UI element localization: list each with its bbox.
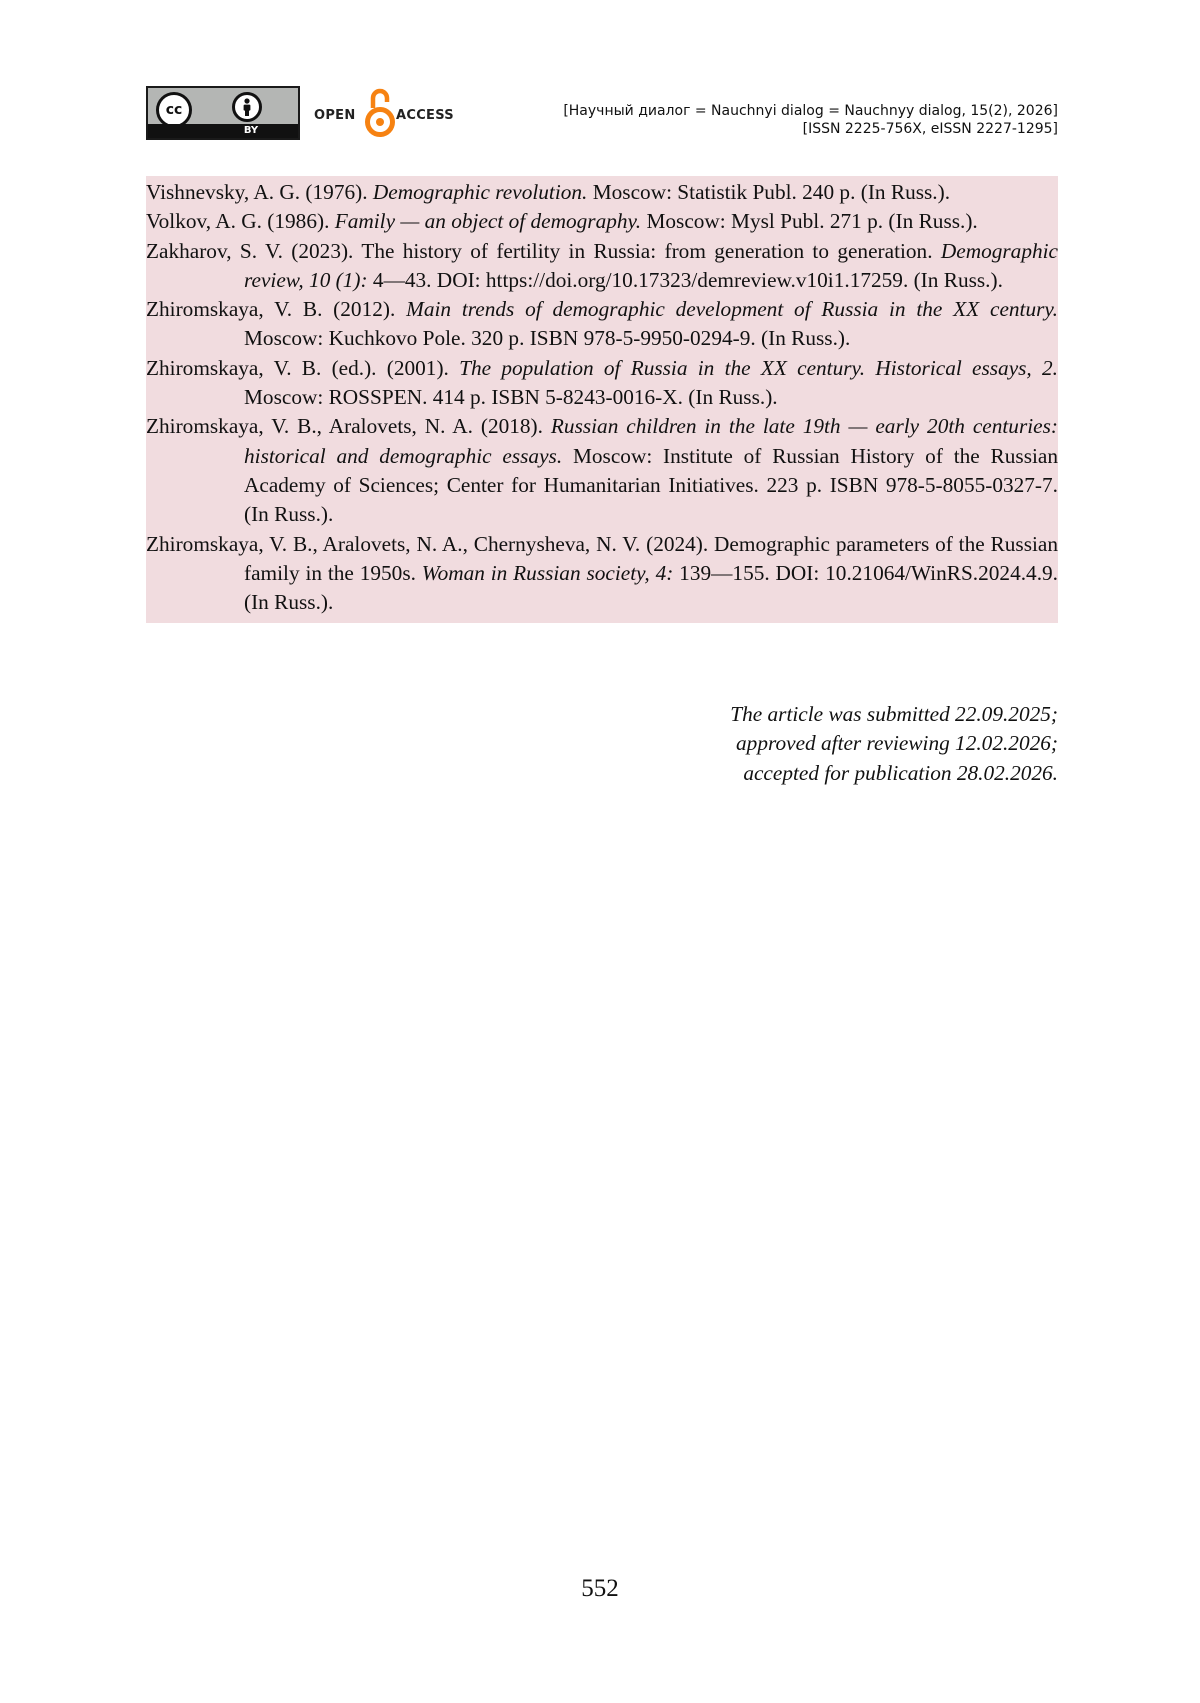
reference-item: Zhiromskaya, V. B. (2012). Main trends of demographic development of Russia in the XX century. Moscow: Kuchkovo Pole. 320 p. ISBN 978-5-9950-0294-9. (In Russ.). [146, 297, 1059, 351]
cc-icon: cc [156, 92, 192, 128]
cc-by-license-badge [146, 86, 300, 140]
submitted-date: The article was submitted 22.09.2025; [730, 702, 1058, 726]
license-bar [148, 124, 298, 138]
journal-title-line: [Научный диалог = Nauchnyi dialog = Nauchnyy dialog, 15(2), 2026] [563, 103, 1058, 119]
reference-item: Zhiromskaya, V. B. (ed.). (2001). The population of Russia in the XX century. Historical essays, 2. Moscow: ROSSPEN. 414 p. ISBN 5-8243-0016-X. (In Russ.). [146, 355, 1058, 410]
by-label: BY [243, 125, 259, 136]
open-access-access-text: ACCESS [396, 108, 454, 123]
open-access-lock-icon [364, 86, 396, 140]
references-list [146, 176, 1058, 623]
reference-item: Zhiromskaya, V. B., Aralovets, N. A., Chernysheva, N. V. (2024). Demographic parameters of the Russian family in the 1950s. Woman in Russian society, 4: 139—155. DOI: 10.21064/WinRS.2024.4.9. (In Russ.). [146, 531, 1058, 615]
reference-item: Zhiromskaya, V. B., Aralovets, N. A. (2018). Russian children in the late 19th — early 20th centuries: historical and demographic essays. Moscow: Institute of Russian History of the Russian Academy of Sciences; Center for Humanitarian Initiatives. 223 p. ISBN 978-5-8055-0327-7. (In Russ.). [146, 414, 1058, 527]
open-access-open-text: OPEN [314, 108, 356, 123]
page-number: 552 [581, 1575, 619, 1602]
open-access-logo [314, 86, 464, 140]
journal-issn-line: [ISSN 2225-756X, eISSN 2227-1295] [802, 121, 1058, 137]
journal-citation [563, 102, 1058, 138]
attribution-person-icon [232, 92, 262, 122]
accepted-date: accepted for publication 28.02.2026. [743, 760, 1058, 785]
reference-item: Zakharov, S. V. (2023). The history of fertility in Russia: from generation to generation. Demographic review, 10 (1): 4—43. DOI: https://doi.org/10.17323/demreview.v10i1.17259. (In Russ.). [146, 238, 1058, 292]
reference-item: Vishnevsky, A. G. (1976). Demographic revolution. Moscow: Statistik Publ. 240 p. (In Russ.). [146, 180, 951, 204]
approved-date: approved after reviewing 12.02.2026; [736, 731, 1058, 756]
publication-dates [730, 700, 1058, 788]
page-header [146, 86, 1058, 142]
reference-item: Volkov, A. G. (1986). Family — an object of demography. Moscow: Mysl Publ. 271 p. (In Russ.). [146, 209, 978, 234]
